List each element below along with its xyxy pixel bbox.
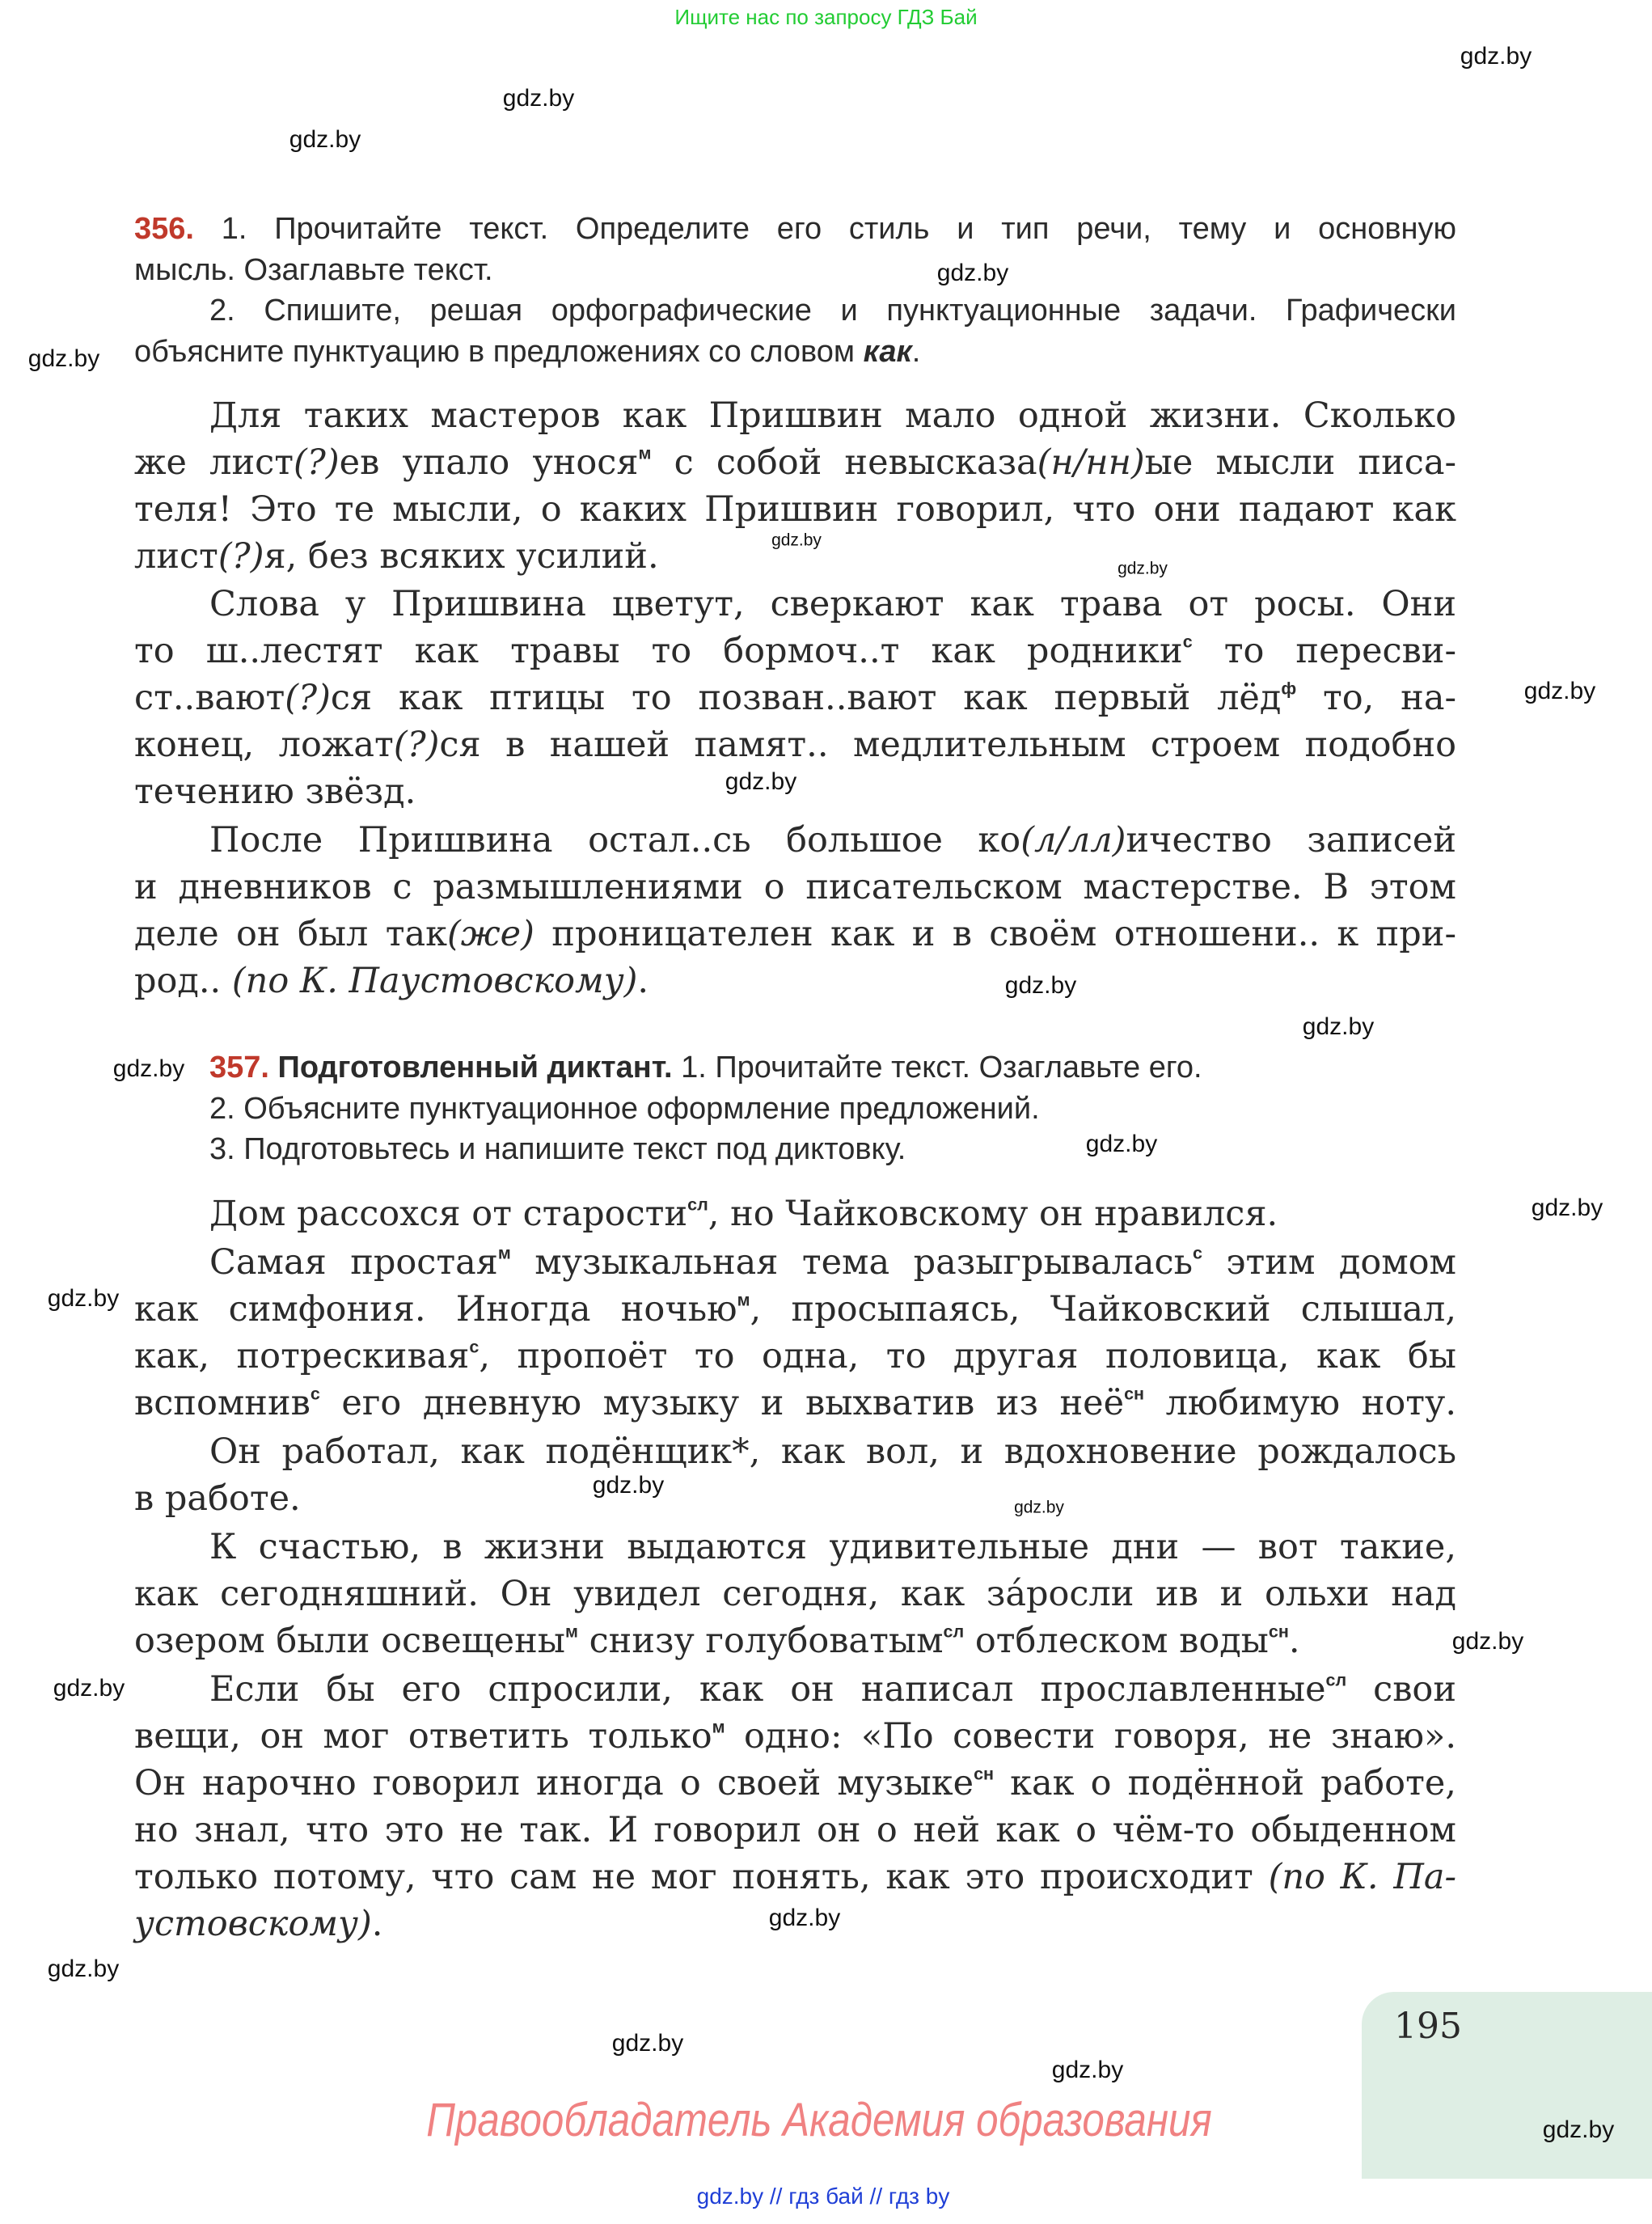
text-line	[134, 486, 1456, 533]
text-segment: Он работал, как подёнщик*, как вол, и вдохновение рождалось	[209, 1431, 1456, 1472]
watermark: gdz.by	[1014, 1498, 1064, 1517]
text-line	[134, 958, 649, 1004]
text-segment: озером были освещены	[134, 1621, 566, 1662]
exercise-357-paragraph	[134, 1239, 1456, 1427]
text-segment: вещи, он мог ответить только	[134, 1716, 712, 1757]
text-segment: его дневную музыку и выхватив из неё	[319, 1383, 1125, 1424]
grammar-mark-superscript: ф	[1281, 679, 1297, 699]
watermark: gdz.by	[592, 1472, 665, 1499]
text-segment: 1. Прочитайте текст. Озаглавьте его.	[672, 1051, 1202, 1085]
text-segment: 2. Спишите, решая орфографические и пунктуационные задачи. Графически	[209, 294, 1456, 328]
grammar-mark-superscript: с	[1182, 632, 1193, 652]
italic-hint: (?)	[218, 536, 264, 577]
text-segment: одно: «По совести говоря, не знаю».	[725, 1716, 1456, 1757]
text-segment: ые мысли писа-	[1144, 442, 1456, 484]
text-segment: Самая простая	[209, 1242, 498, 1283]
exercise-356-paragraph	[134, 817, 1456, 1004]
text-segment: Дом рассохся от старости	[209, 1194, 688, 1234]
text-segment: ст..вают	[134, 678, 285, 719]
grammar-mark-superscript: м	[497, 1243, 511, 1263]
page-number: 195	[1394, 2006, 1462, 2047]
text-line	[134, 1901, 382, 1947]
watermark: gdz.by	[1302, 1013, 1375, 1040]
text-line	[134, 1760, 1456, 1807]
text-segment	[269, 1051, 278, 1085]
text-segment: отблеском воды	[964, 1621, 1269, 1662]
text-segment: проницателен как и в своём отношени.. к при-	[534, 914, 1456, 955]
text-line	[134, 533, 659, 580]
text-segment: После Пришвина остал..сь большое ко	[209, 820, 1021, 860]
text-segment: .	[1288, 1621, 1300, 1662]
italic-hint: (?)	[294, 442, 340, 484]
watermark: gdz.by	[47, 1285, 120, 1312]
text-segment: только потому, что сам не мог понять, как это происходит	[134, 1857, 1269, 1898]
text-segment: .	[637, 961, 649, 1002]
watermark: gdz.by	[1451, 1628, 1524, 1655]
text-segment: любимую ноту.	[1144, 1383, 1456, 1424]
text-line	[134, 768, 416, 815]
text-line	[134, 1475, 301, 1522]
text-segment: теля! Это те мысли, о каких Пришвин говорил, что они падают как	[134, 489, 1456, 531]
watermark: gdz.by	[936, 260, 1009, 286]
italic-hint: (н/нн)	[1037, 442, 1145, 484]
text-segment: .	[371, 1904, 383, 1945]
watermark: gdz.by	[1085, 1131, 1158, 1157]
grammar-mark-superscript: сл	[687, 1194, 708, 1215]
text-line	[209, 1666, 1456, 1713]
text-segment: ся в нашей памят.. медлительным строем подобно	[439, 725, 1456, 766]
text-segment: как симфония. Иногда ночью	[134, 1289, 737, 1330]
watermark: gdz.by	[47, 1956, 120, 1982]
text-line	[134, 1713, 1456, 1760]
grammar-mark-superscript: с	[1193, 1243, 1202, 1263]
exercise-357-instructions	[134, 1047, 1456, 1170]
grammar-mark-superscript: сн	[1124, 1385, 1145, 1405]
watermark: gdz.by	[53, 1675, 125, 1702]
text-segment: 2. Объясните пунктуационное оформление предложений.	[209, 1091, 1040, 1126]
text-segment: 3. Подготовьтесь и напишите текст под диктовку.	[209, 1132, 906, 1167]
italic-hint: (л/лл)	[1020, 820, 1126, 860]
text-line	[134, 628, 1456, 674]
text-segment: течению звёзд.	[134, 772, 416, 813]
text-line	[209, 1047, 1202, 1089]
footer-links[interactable]: gdz.by // гдз бай // гдз by	[696, 2184, 950, 2209]
text-line	[209, 1190, 1278, 1237]
text-segment: с собой невысказа	[651, 442, 1037, 484]
text-segment: Слова у Пришвина цветут, сверкают как трава от росы. Они	[209, 584, 1456, 624]
watermark: gdz.by	[725, 768, 797, 795]
rights-holder-notice: Правообладатель Академия образования	[426, 2094, 1212, 2146]
text-segment: Для таких мастеров как Пришвин мало одной жизни. Сколько	[209, 395, 1456, 436]
text-line	[209, 290, 1456, 332]
search-banner[interactable]: Ищите нас по запросу ГДЗ Бай	[674, 5, 978, 29]
text-segment: род..	[134, 961, 232, 1002]
text-segment: ев упало унося	[339, 442, 639, 484]
text-line	[134, 250, 493, 291]
exercise-number: 357.	[209, 1051, 269, 1085]
grammar-mark-superscript: сн	[974, 1764, 995, 1784]
text-line	[134, 674, 1456, 721]
text-segment: .	[911, 335, 921, 370]
text-segment: то ш..лестят как травы то бормоч..т как родники	[134, 631, 1183, 672]
exercise-heading: Подготовленный диктант.	[277, 1051, 673, 1085]
watermark: gdz.by	[112, 1055, 185, 1082]
text-line	[134, 1286, 1456, 1333]
watermark: gdz.by	[1523, 678, 1596, 704]
watermark: gdz.by	[1460, 43, 1532, 70]
text-segment: , просыпаясь, Чайковский слышал,	[750, 1289, 1456, 1330]
grammar-mark-superscript: м	[737, 1290, 750, 1310]
text-segment: то пересви-	[1192, 631, 1456, 672]
text-line	[209, 1239, 1456, 1286]
italic-hint: устовскому)	[134, 1904, 372, 1945]
text-segment: конец, ложат	[134, 725, 394, 766]
text-segment: свои	[1346, 1669, 1456, 1710]
text-line	[134, 1854, 1456, 1901]
text-segment: , пропоёт то одна, то другая половица, как бы	[479, 1336, 1456, 1377]
grammar-mark-superscript: м	[712, 1717, 725, 1737]
text-segment: Он нарочно говорил иногда о своей музыке	[134, 1763, 974, 1804]
exercise-number: 356.	[134, 212, 194, 246]
text-segment: то, на-	[1296, 678, 1456, 719]
exercise-357-paragraph	[134, 1190, 1456, 1237]
text-segment: как сегодняшний. Он увидел сегодня, как за́росли ив и ольхи над	[134, 1574, 1456, 1615]
text-line	[209, 581, 1456, 628]
text-line	[209, 1129, 906, 1170]
watermark: gdz.by	[771, 531, 822, 550]
text-segment: же лист	[134, 442, 294, 484]
text-line	[134, 332, 920, 373]
text-line	[209, 392, 1456, 439]
text-line	[134, 1807, 1456, 1854]
grammar-mark-superscript: м	[565, 1621, 578, 1642]
text-segment: вспомнив	[134, 1383, 311, 1424]
text-line	[134, 864, 1456, 911]
text-segment: мысль. Озаглавьте текст.	[134, 252, 493, 287]
grammar-mark-superscript: с	[469, 1337, 480, 1357]
text-line	[134, 209, 1456, 250]
text-segment: деле он был так	[134, 914, 448, 955]
italic-hint: (по К. Па-	[1268, 1857, 1456, 1898]
watermark: gdz.by	[611, 2030, 684, 2057]
exercise-356-paragraph	[134, 392, 1456, 580]
italic-hint: (?)	[285, 678, 331, 719]
text-segment: Если бы его спросили, как он написал прославленные	[209, 1669, 1326, 1710]
text-segment: объясните пунктуацию в предложениях со словом	[134, 335, 864, 370]
text-segment: этим домом	[1202, 1242, 1456, 1283]
text-line	[209, 817, 1456, 864]
text-line	[134, 911, 1456, 958]
watermark: gdz.by	[1051, 2057, 1124, 2083]
text-line	[209, 1524, 1456, 1571]
text-line	[134, 1571, 1456, 1617]
text-segment: музыкальная тема разыгрывалась	[510, 1242, 1193, 1283]
watermark: gdz.by	[27, 345, 100, 372]
text-segment: и дневников с размышлениями о писательском мастерстве. В этом	[134, 867, 1456, 908]
text-line	[209, 1089, 1040, 1130]
italic-hint: (по К. Паустовскому)	[231, 961, 638, 1002]
text-segment: ся как птицы то позван..вают как первый лёд	[330, 678, 1282, 719]
watermark: gdz.by	[1004, 972, 1077, 999]
grammar-mark-superscript: сн	[1268, 1621, 1289, 1642]
exercise-357-paragraph	[134, 1428, 1456, 1522]
watermark: gdz.by	[768, 1905, 841, 1931]
grammar-mark-superscript: м	[638, 443, 652, 463]
watermark: gdz.by	[289, 126, 361, 153]
text-line	[134, 1380, 1456, 1427]
watermark: gdz.by	[1531, 1194, 1603, 1221]
text-segment: 1. Прочитайте текст. Определите его стиль и тип речи, тему и основную	[193, 212, 1456, 246]
text-line	[209, 1428, 1456, 1475]
text-segment: в работе.	[134, 1478, 301, 1520]
text-segment: как, потрескивая	[134, 1336, 470, 1377]
text-segment: но знал, что это не так. И говорил он о ней как о чём-то обыденном	[134, 1810, 1456, 1851]
text-segment: снизу голубоватым	[577, 1621, 944, 1662]
text-segment: , но Чайковскому он нравился.	[708, 1194, 1278, 1234]
grammar-mark-superscript: сл	[943, 1621, 965, 1642]
watermark: gdz.by	[1118, 559, 1168, 578]
watermark: gdz.by	[1542, 2116, 1615, 2143]
text-segment: лист	[134, 536, 218, 577]
watermark: gdz.by	[502, 85, 575, 112]
italic-hint: (?)	[393, 725, 440, 766]
text-segment: я, без всяких усилий.	[264, 536, 659, 577]
exercise-357-paragraph	[134, 1524, 1456, 1664]
text-line	[134, 439, 1456, 486]
text-line	[134, 1617, 1300, 1664]
text-segment: как о подённой работе,	[994, 1763, 1456, 1804]
text-line	[134, 721, 1456, 768]
text-segment: К счастью, в жизни выдаются удивительные дни — вот такие,	[209, 1527, 1456, 1567]
grammar-mark-superscript: сл	[1325, 1670, 1347, 1690]
text-line	[134, 1333, 1456, 1380]
text-segment: ичество записей	[1126, 820, 1456, 860]
italic-hint: (же)	[447, 914, 534, 955]
exercise-356-instructions	[134, 209, 1456, 373]
keyword: как	[863, 335, 912, 370]
grammar-mark-superscript: с	[310, 1385, 320, 1405]
